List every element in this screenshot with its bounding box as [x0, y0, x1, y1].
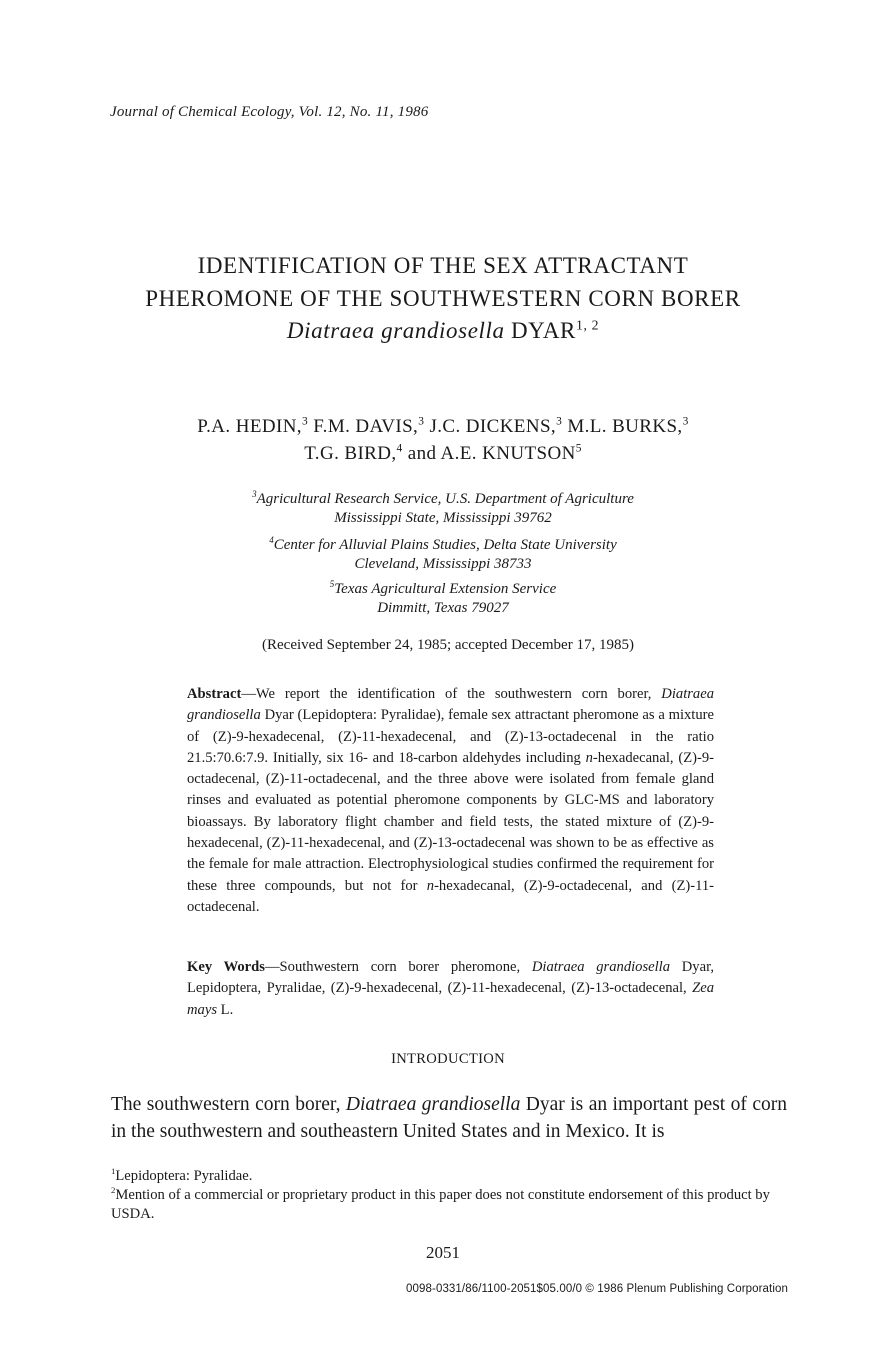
body-text: The southwestern corn borer,	[111, 1094, 346, 1115]
abstract-italic-n: n	[426, 877, 435, 894]
journal-citation: Journal of Chemical Ecology, Vol. 12, No. 11, 1986	[110, 104, 429, 120]
title-line-2: PHEROMONE OF THE SOUTHWESTERN CORN BORER	[145, 286, 741, 311]
abstract-italic-n: n	[585, 749, 593, 766]
author-affil-mark: 3	[682, 415, 689, 428]
introduction-text	[111, 1091, 787, 1145]
body-species: Diatraea grandiosella	[345, 1094, 521, 1115]
footnote-text: Lepidoptera: Pyralidae.	[115, 1168, 253, 1184]
footnote-text: Mention of a commercial or proprietary product in this paper does not constitute endorsement of this product by USDA.	[111, 1187, 770, 1222]
affil-line-1: Texas Agricultural Extension Service	[334, 581, 557, 597]
affil-line-2: Dimmitt, Texas 79027	[377, 600, 509, 616]
author-affil-mark: 3	[556, 415, 563, 428]
keywords-text: L.	[217, 1001, 234, 1018]
author: J.C. DICKENS,	[429, 416, 557, 437]
keywords	[187, 957, 714, 1021]
authors-line-1	[0, 413, 886, 441]
title-line-1: IDENTIFICATION OF THE SEX ATTRACTANT	[197, 253, 689, 278]
abstract-species: Diatraea grandiosella	[187, 686, 714, 724]
affiliation-4	[0, 536, 886, 574]
abstract-text: Dyar (Lepidoptera: Pyralidae), female sex attractant pheromone as a mixture of (Z)-9-hexadecenal, (Z)-11-hexadecenal, and (Z)-13-octadecenal in the ratio 21.5:70.6:7.9. Initially, six 16- and 18-carbon aldehydes including	[187, 707, 714, 766]
abstract-label: Abstract	[187, 686, 242, 702]
keywords-zea: Zea mays	[187, 980, 714, 1018]
affil-line-1: Center for Alluvial Plains Studies, Delta State University	[273, 537, 617, 553]
keywords-species: Diatraea grandiosella	[531, 959, 671, 975]
affil-line-2: Cleveland, Mississippi 38733	[354, 556, 532, 572]
authors-line-2	[0, 440, 886, 468]
title-species: Diatraea grandiosella	[286, 318, 505, 343]
received-dates: (Received September 24, 1985; accepted December 17, 1985)	[262, 637, 634, 653]
author: F.M. DAVIS,	[313, 416, 419, 437]
affil-mark: 4	[269, 535, 274, 545]
affiliation-5	[0, 580, 886, 618]
author-affil-mark: 5	[575, 442, 582, 455]
affil-mark: 3	[252, 489, 257, 499]
abstract-text: —We report the identification of the southwestern corn borer,	[241, 686, 662, 702]
author-affil-mark: 3	[418, 415, 425, 428]
author: M.L. BURKS,	[567, 416, 683, 437]
abstract-text: -hexadecanal, (Z)-9-octadecenal, and (Z)-11-octadecenal.	[187, 877, 714, 915]
author-affil-mark: 3	[301, 415, 309, 428]
abstract	[187, 684, 714, 918]
introduction-heading: INTRODUCTION	[391, 1051, 505, 1067]
footnote-mark: 1	[111, 1166, 116, 1177]
author: P.A. HEDIN,	[197, 416, 302, 437]
keywords-label: Key Words	[187, 959, 265, 975]
affil-mark: 5	[329, 579, 335, 589]
copyright-line: 0098-0331/86/1100-2051$05.00/0 © 1986 Plenum Publishing Corporation	[406, 1283, 788, 1295]
author: T.G. BIRD,	[304, 443, 397, 464]
author-conjunction: and	[407, 443, 437, 464]
footnote-1	[111, 1167, 789, 1186]
page-number: 2051	[426, 1243, 460, 1262]
title-line-3	[0, 315, 886, 347]
body-text: Dyar is an important pest of corn in the southwestern and southeastern United States and in Mexico. It is	[111, 1094, 788, 1142]
affil-line-2: Mississippi State, Mississippi 39762	[334, 510, 552, 526]
abstract-text: -hexadecanal, (Z)-9-octadecenal, (Z)-11-octadecenal, and the three above were isolated from female gland rinses and evaluated as potential pheromone components by GLC-MS and laboratory bioassays. By laboratory flight chamber and field tests, the stated mixture of (Z)-9-hexadecenal, (Z)-11-hexadecenal, and (Z)-13-octadecenal was shown to be as effective as the female for male attraction. Electrophysiological studies confirmed the requirement for these three compounds, but not for	[187, 749, 714, 894]
title-footnote-marks: 1, 2	[575, 317, 600, 333]
author-affil-mark: 4	[396, 442, 403, 455]
title-author-name: DYAR	[504, 318, 576, 343]
footnote-2	[111, 1186, 789, 1224]
author: A.E. KNUTSON	[440, 443, 576, 464]
affiliation-3	[0, 490, 886, 528]
footnote-mark: 2	[111, 1185, 116, 1196]
keywords-text: —Southwestern corn borer pheromone,	[264, 959, 532, 975]
affil-line-1: Agricultural Research Service, U.S. Department of Agriculture	[256, 491, 634, 507]
keywords-text: Dyar, Lepidoptera, Pyralidae, (Z)-9-hexadecenal, (Z)-11-hexadecenal, (Z)-13-octadecenal,	[187, 959, 714, 997]
